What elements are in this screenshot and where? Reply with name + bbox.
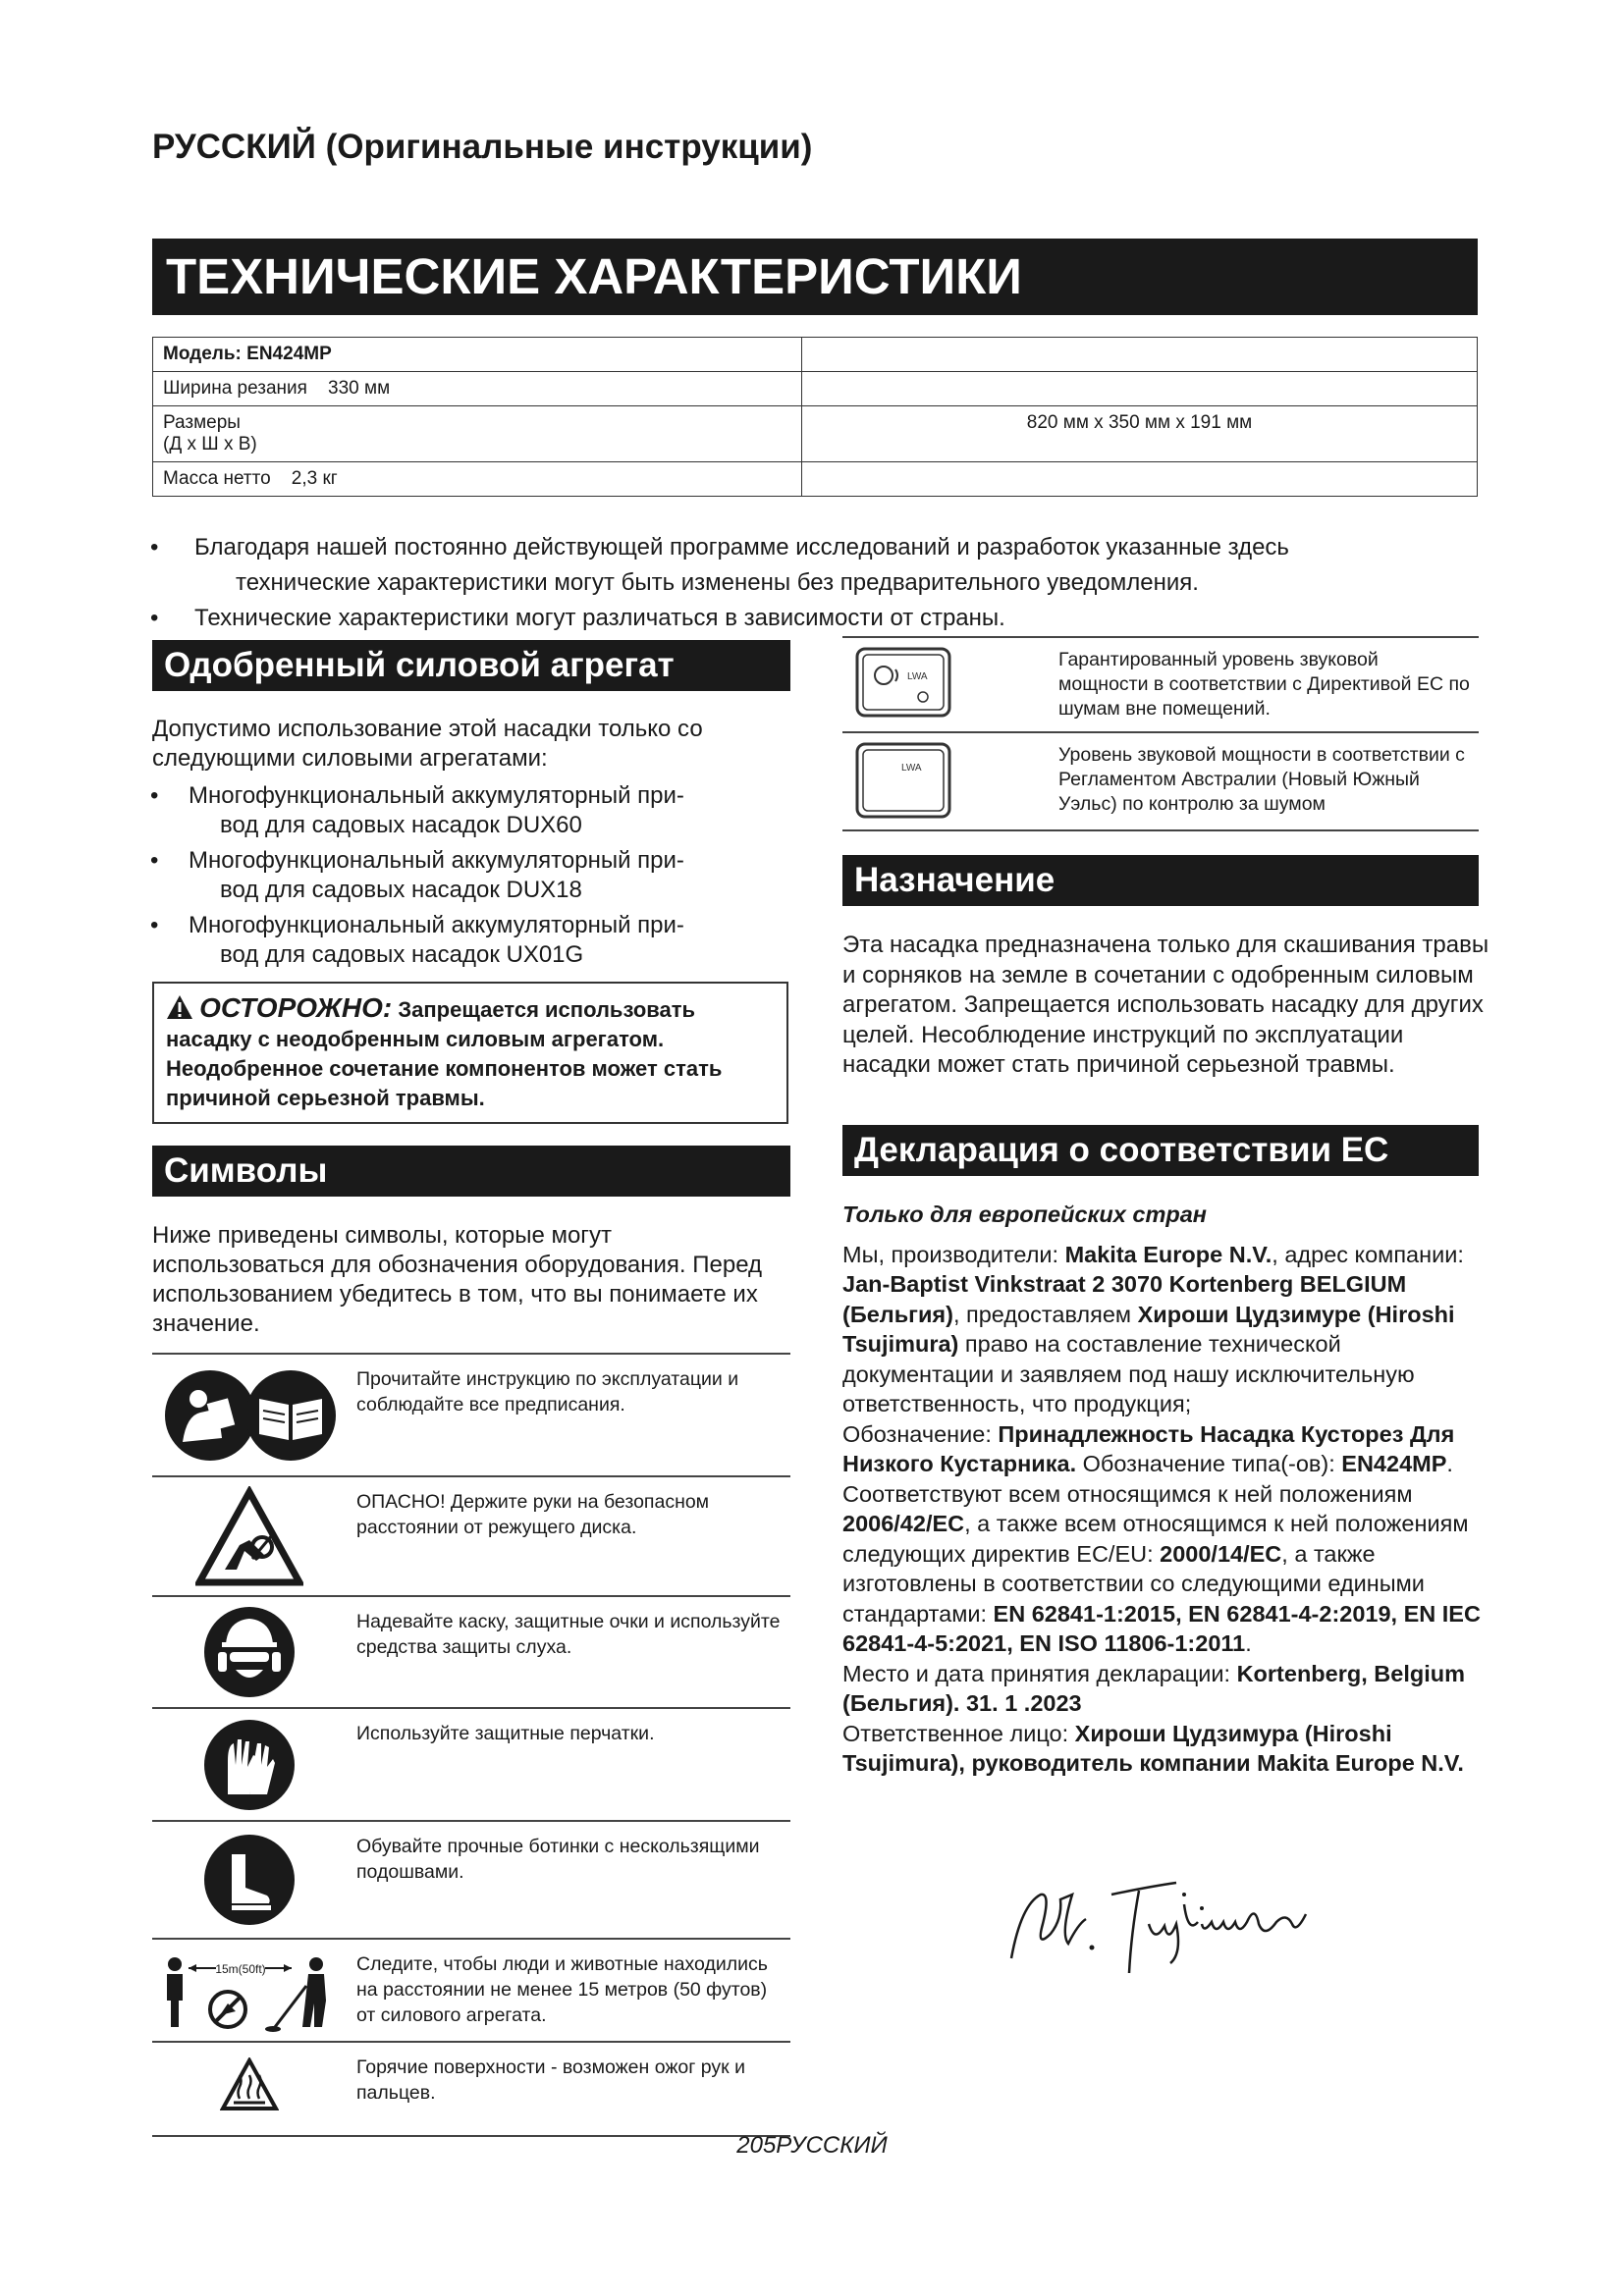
item-line: Многофункциональный аккумуляторный при-	[189, 782, 684, 809]
manufacturer: Makita Europe N.V.	[1064, 1241, 1272, 1267]
sound-symbols-table	[842, 636, 1479, 831]
table-row	[152, 1354, 790, 1476]
symbol-text: Прочитайте инструкцию по эксплуатации и соблюдайте все предписания.	[347, 1354, 790, 1476]
signature	[1001, 1865, 1326, 1988]
text: , а также изготовлены в соответствии со следующими едиными стандартами:	[842, 1540, 1425, 1627]
note-line: технические характеристики могут быть изменены без предварительного уведомления.	[236, 569, 1199, 596]
hot-surface-icon	[152, 2042, 347, 2136]
approved-list	[147, 781, 785, 976]
distance-label: 15m(50ft)	[214, 1962, 266, 1976]
text: Соответствуют всем относящимся к ней положениям	[842, 1480, 1413, 1507]
spec-dimensions-label-1: Размеры	[163, 412, 241, 433]
table-row	[153, 406, 1478, 462]
text: право на составление технической документации и заявляем под нашу исключительную ответственность, что продукция;	[842, 1331, 1415, 1416]
warning-text-2: насадку с неодобренным силовым агрегатом. Неодобренное сочетание компонентов может стать причиной серьезной травмы.	[166, 1027, 723, 1110]
symbol-text: ОПАСНО! Держите руки на безопасном расстоянии от режущего диска.	[347, 1476, 790, 1596]
table-row	[153, 338, 1478, 372]
list-item: • Многофункциональный аккумуляторный при- вод для садовых насадок DUX60	[147, 781, 785, 840]
spec-value	[802, 372, 1478, 406]
item-line: Многофункциональный аккумуляторный при-	[189, 847, 684, 874]
text: .	[1245, 1630, 1252, 1656]
model-type: EN424MP	[1341, 1451, 1447, 1476]
read-manual-icon	[152, 1354, 347, 1476]
specs-title: ТЕХНИЧЕСКИЕ ХАРАКТЕРИСТИКИ	[152, 239, 1478, 315]
declaration-body	[842, 1200, 1490, 1779]
item-line: вод для садовых насадок DUX18	[220, 877, 582, 903]
table-row	[842, 732, 1479, 830]
spec-value	[802, 462, 1478, 497]
declaration-para-5	[842, 1719, 1490, 1779]
table-row	[152, 1596, 790, 1708]
warning-title: ОСТОРОЖНО:	[199, 992, 393, 1023]
place-date: Kortenberg, Belgium (Бельгия). 31. 1 .2023	[842, 1660, 1465, 1716]
specs-table	[152, 337, 1478, 497]
spec-value	[802, 338, 1478, 372]
symbol-text: Надевайте каску, защитные очки и используйте средства защиты слуха.	[347, 1596, 790, 1708]
declaration-para-4	[842, 1659, 1490, 1719]
keep-distance-icon	[152, 1939, 347, 2042]
gloves-icon	[152, 1708, 347, 1821]
page-footer: 205РУССКИЙ	[736, 2132, 888, 2159]
symbols-table	[152, 1353, 790, 2137]
spec-model: Модель: EN424MP	[153, 338, 802, 372]
symbols-intro: Ниже приведены символы, которые могут использоваться для обозначения оборудования. Перед использованием убедитесь в том, что вы понимаете их значение.	[152, 1222, 763, 1337]
item-line: вод для садовых насадок DUX60	[220, 812, 582, 838]
symbol-text: Обувайте прочные ботинки с нескользящими подошвами.	[347, 1821, 790, 1939]
spec-dimensions-value: 820 мм x 350 мм x 191 мм	[802, 406, 1478, 462]
list-item: • Многофункциональный аккумуляторный при- вод для садовых насадок DUX18	[147, 846, 785, 905]
hand-cut-danger-icon	[152, 1476, 347, 1596]
table-row	[153, 372, 1478, 406]
sound-power-au-icon	[842, 732, 1051, 830]
sound-text: Уровень звуковой мощности в соответствии с Регламентом Австралии (Новый Южный Уэльс) по контролю за шумом	[1051, 732, 1479, 830]
symbol-text: Следите, чтобы люди и животные находились на расстоянии не менее 15 метров (50 футов) от силового агрегата.	[347, 1939, 790, 2042]
note-line: Технические характеристики могут различаться в зависимости от страны.	[194, 605, 1005, 631]
declaration-title: Декларация о соответствии ЕС	[842, 1125, 1479, 1176]
language-title: РУССКИЙ (Оригинальные инструкции)	[152, 128, 813, 166]
warning-text-1: Запрещается использовать	[392, 997, 696, 1022]
representative: Хироши Цудзимуре (Hiroshi Tsujimura)	[842, 1301, 1455, 1357]
directive: 2000/14/EC	[1160, 1540, 1282, 1567]
text: .	[1446, 1451, 1453, 1476]
boots-icon	[152, 1821, 347, 1939]
text: Мы, производители:	[842, 1241, 1065, 1267]
declaration-para-3	[842, 1479, 1490, 1659]
text: , предоставляем	[952, 1301, 1138, 1327]
responsible-person: Хироши Цудзимура (Hiroshi Tsujimura), руководитель компании Makita Europe N.V.	[842, 1720, 1464, 1776]
list-item: • Многофункциональный аккумуляторный при- вод для садовых насадок UX01G	[147, 911, 785, 970]
text: Обозначение:	[842, 1420, 999, 1447]
table-row	[152, 1476, 790, 1596]
text: Ответственное лицо:	[842, 1720, 1075, 1746]
warning-box	[152, 982, 788, 1124]
sound-power-eu-icon	[842, 637, 1051, 732]
table-row	[153, 462, 1478, 497]
text: Обозначение типа(-ов):	[1076, 1451, 1342, 1476]
declaration-para-1	[842, 1240, 1490, 1419]
text: , адрес компании:	[1272, 1241, 1464, 1267]
item-line: вод для садовых насадок UX01G	[220, 941, 584, 968]
note-line: Благодаря нашей постоянно действующей программе исследований и разработок указанные здесь	[194, 534, 1289, 561]
helmet-goggles-earmuffs-icon	[152, 1596, 347, 1708]
directive: 2006/42/EC	[842, 1511, 965, 1536]
symbol-text: Используйте защитные перчатки.	[347, 1708, 790, 1821]
declaration-para-2	[842, 1419, 1490, 1479]
table-row	[152, 1939, 790, 2042]
standards: EN 62841-1:2015, EN 62841-4-2:2019, EN IEC 62841-4-5:2021, EN ISO 11806-1:2011	[842, 1600, 1481, 1656]
lwa-label: LWA	[901, 763, 922, 774]
spec-cutting-width: Ширина резания 330 мм	[153, 372, 802, 406]
designation: Принадлежность Насадка Кусторез Для Низкого Кустарника.	[842, 1420, 1455, 1476]
spec-net-weight: Масса нетто 2,3 кг	[153, 462, 802, 497]
list-item: • Благодаря нашей постоянно действующей программе исследований и разработок указанные здесь технические характеристики могут быть изменены без предварительного уведомления.	[147, 530, 1483, 601]
spec-notes	[147, 530, 1483, 636]
purpose-text: Эта насадка предназначена только для скашивания травы и сорняков на земле в сочетании с одобренным силовым агрегатом. Запрещается использовать насадку для других целей. Несоблюдение инструкций по эксплуатации насадки может стать причиной серьезной травмы.	[842, 932, 1489, 1078]
item-line: Многофункциональный аккумуляторный при-	[189, 912, 684, 938]
symbol-text: Горячие поверхности - возможен ожог рук и пальцев.	[347, 2042, 790, 2136]
approved-title: Одобренный силовой агрегат	[152, 640, 790, 691]
warning-triangle-icon	[166, 997, 199, 1022]
list-item: • Технические характеристики могут различаться в зависимости от страны.	[147, 601, 1483, 636]
declaration-subtitle: Только для европейских стран	[842, 1201, 1207, 1227]
symbols-title: Символы	[152, 1146, 790, 1197]
address: Jan-Baptist Vinkstraat 2 3070 Kortenberg BELGIUM (Бельгия)	[842, 1271, 1407, 1327]
spec-dimensions-label	[153, 406, 802, 462]
spec-dimensions-label-2: (Д x Ш x В)	[163, 434, 257, 454]
table-row	[152, 2042, 790, 2136]
purpose-title: Назначение	[842, 855, 1479, 906]
text: Место и дата принятия декларации:	[842, 1660, 1237, 1686]
lwa-label: LWA	[907, 671, 928, 682]
text: , а также всем относящимся к ней положениям следующих директив ЕС/EU:	[842, 1511, 1469, 1567]
table-row	[842, 637, 1479, 732]
sound-text: Гарантированный уровень звуковой мощности в соответствии с Директивой ЕС по шумам вне помещений.	[1051, 637, 1479, 732]
table-row	[152, 1821, 790, 1939]
table-row	[152, 1708, 790, 1821]
approved-intro: Допустимо использование этой насадки только со следующими силовыми агрегатами:	[152, 716, 703, 772]
